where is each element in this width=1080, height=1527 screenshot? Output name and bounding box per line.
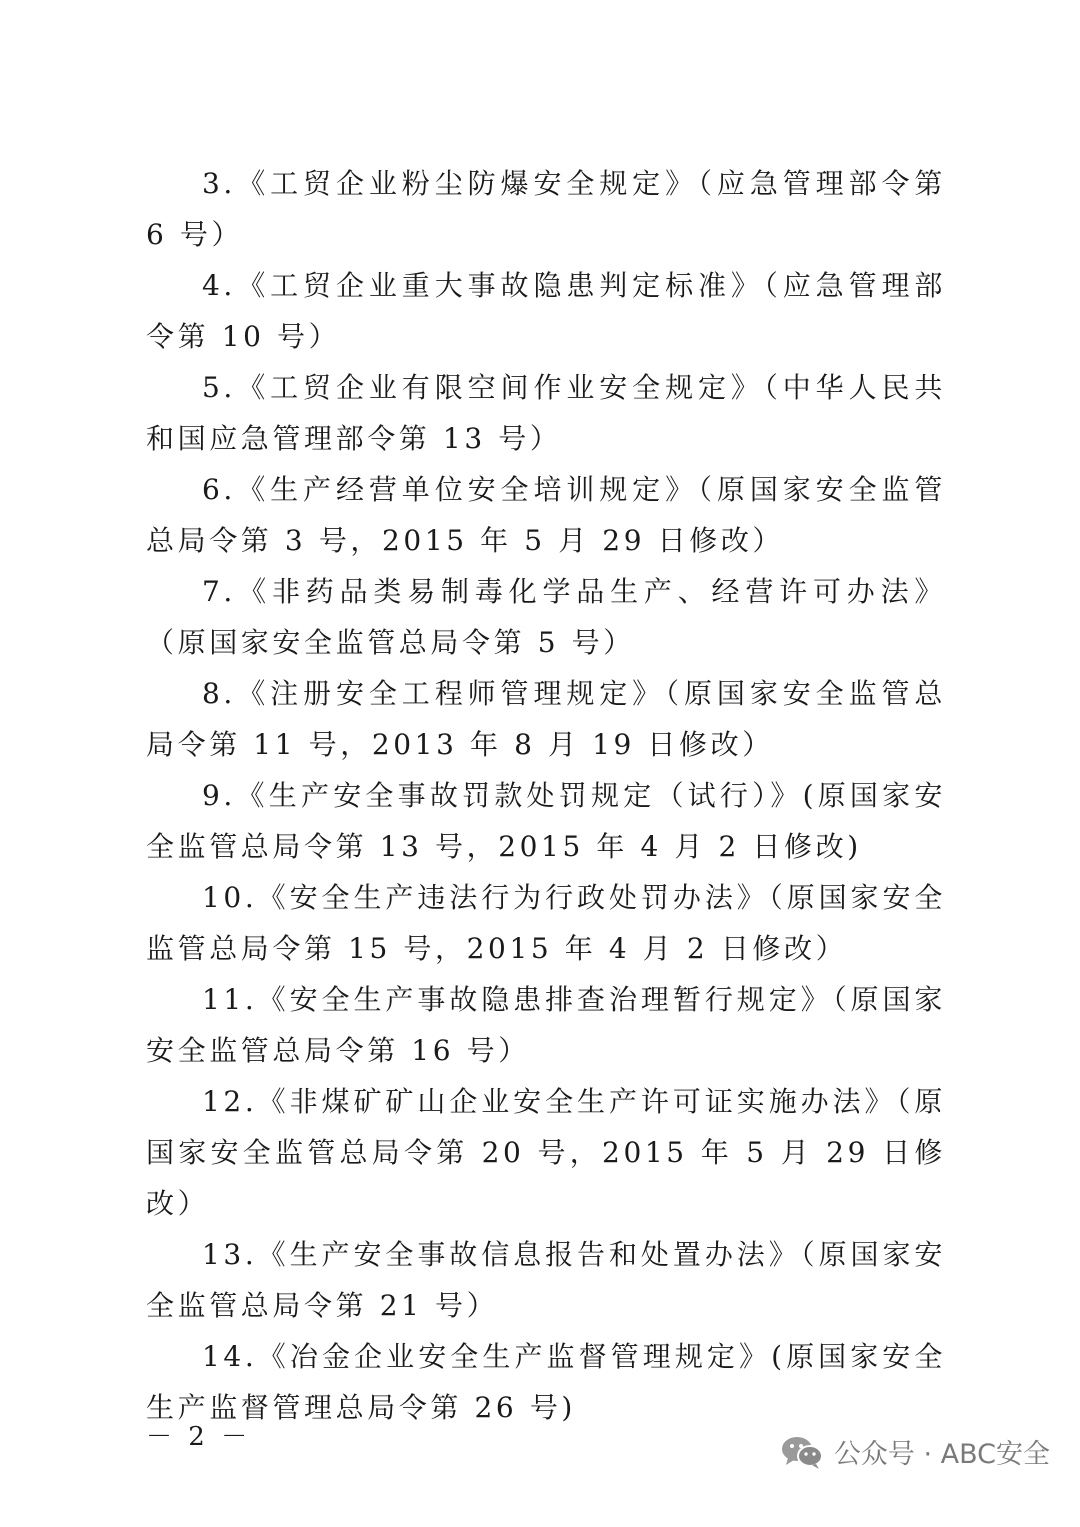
list-item: 11.《安全生产事故隐患排查治理暂行规定》（原国家安全监管总局令第 16 号） xyxy=(146,983,946,1067)
list-item: 4.《工贸企业重大事故隐患判定标准》（应急管理部令第 10 号） xyxy=(146,269,946,353)
list-item: 8.《注册安全工程师管理规定》（原国家安全监管总局令第 11 号，2013 年 8 月 19 日修改） xyxy=(146,677,946,761)
list-item: 10.《安全生产违法行为行政处罚办法》（原国家安全监管总局令第 15 号，2015 年 4 月 2 日修改） xyxy=(146,881,946,965)
list-item: 5.《工贸企业有限空间作业安全规定》（中华人民共和国应急管理部令第 13 号） xyxy=(146,371,946,455)
list-item: 13.《生产安全事故信息报告和处置办法》（原国家安全监管总局令第 21 号） xyxy=(146,1238,946,1322)
list-item: 9.《生产安全事故罚款处罚规定（试行）》(原国家安全监管总局令第 13 号，2015 年 4 月 2 日修改) xyxy=(146,779,946,863)
list-item: 6.《生产经营单位安全培训规定》（原国家安全监管总局令第 3 号，2015 年 5 月 29 日修改） xyxy=(146,473,946,557)
list-item: 3.《工贸企业粉尘防爆安全规定》（应急管理部令第 6 号） xyxy=(146,167,946,251)
wechat-watermark xyxy=(780,1432,1050,1471)
list-item: 14.《冶金企业安全生产监督管理规定》(原国家安全生产监督管理总局令第 26 号) xyxy=(146,1340,946,1424)
regulation-list xyxy=(146,158,946,1433)
list-item: 7.《非药品类易制毒化学品生产、经营许可办法》（原国家安全监管总局令第 5 号） xyxy=(146,575,946,659)
watermark-text: 公众号 · ABC安全 xyxy=(833,1439,1050,1470)
page-number: － 2 － xyxy=(146,1422,252,1452)
list-item: 12.《非煤矿矿山企业安全生产许可证实施办法》（原国家安全监管总局令第 20 号，2015 年 5 月 29 日修改） xyxy=(146,1085,946,1220)
wechat-icon xyxy=(780,1434,824,1470)
